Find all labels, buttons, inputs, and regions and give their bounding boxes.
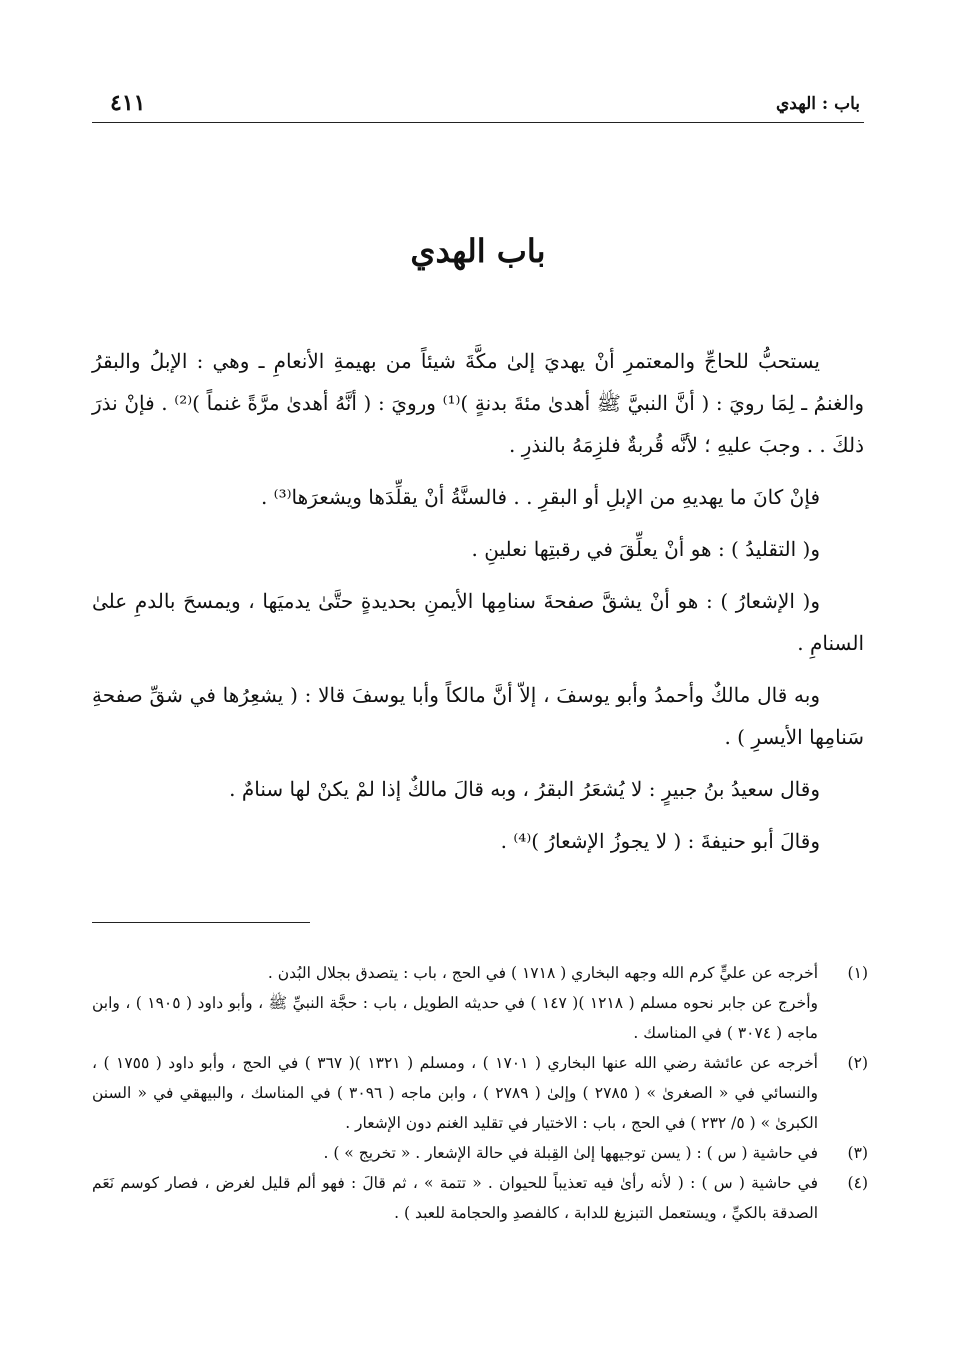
body-text <box>92 340 864 872</box>
paragraph: و( الإشعارُ ) : هو أنْ يشقَّ صفحةَ سنامِها الأيمنِ بحديدةٍ حتَّىٰ يدميَها ، ويمسحَ بالدمِ علىٰ السنامِ . <box>92 589 864 655</box>
page-number: ٤١١ <box>110 90 146 116</box>
footnote <box>92 1168 868 1228</box>
running-header <box>92 88 864 123</box>
footnote-number: (٣) <box>847 1144 868 1162</box>
footnote-text: في حاشية ( س ) : ( يسن توجيهها إلىٰ القِبلة في حالة الإشعار . « تخريج » ) . <box>323 1144 818 1162</box>
footnote <box>92 1048 868 1138</box>
footnote-number: (٢) <box>847 1054 868 1072</box>
paragraph: وبه قال مالكٌ وأحمدُ وأبو يوسفَ ، إلاّ أنَّ مالكاً وأبا يوسفَ قالا : ( يشعِرُها في شقِّ صفحةِ سَنامِها الأيسرِ ) . <box>92 683 864 749</box>
footnote-text: في حاشية ( س ) : ( لأنه رأىٰ فيه تعذيباً للحيوان . « تتمة » ، ثم قالَ : فهو ألم قليل لغرض ، فصار كوسم نَعَم الصدقة بالكيِّ ، ويستعمل التبزيغ للدابة ، كالفصدِ والحجامة للعبد ) . <box>92 1174 818 1222</box>
running-title: باب : الهدي <box>776 94 860 114</box>
paragraph: وقالَ أبو حنيفةَ : ( لا يجوزُ الإشعارُ )⁽⁴⁾ . <box>500 829 820 853</box>
paragraph: و( التقليدُ ) : هو أنْ يعلِّقَ في رقبتِها نعلينِ . <box>471 537 820 561</box>
footnote-text: وأخرج عن جابر نحوه مسلم ( ١٢١٨ )( ١٤٧ ) في حديثه الطويل ، باب : حجَّة النبيِّ ﷺ ، وأبو داود ( ١٩٠٥ ) ، وابن ماجه ( ٣٠٧٤ ) في المناسك . <box>92 994 818 1042</box>
footnote-text: أخرجه عن عليٍّ كرم الله وجهه البخاري ( ١٧١٨ ) في الحج ، باب : يتصدق بجلال البُدن . <box>267 964 818 982</box>
footnote-separator <box>92 922 310 923</box>
footnote-number: (١) <box>847 964 868 982</box>
footnote <box>92 958 868 1048</box>
chapter-title: باب الهدي <box>410 232 546 270</box>
paragraph: يستحبُّ للحاجِّ والمعتمرِ أنْ يهديَ إلىٰ مكَّةَ شيئاً من بهيمةِ الأنعامِ ـ وهي : الإبلُ والبقرُ والغنمُ ـ لِمَا رويَ : ( أنَّ النبيَّ ﷺ أهدىٰ مئةَ بدنةٍ )⁽¹⁾ ورويَ : ( أنَّهُ أهدىٰ مرَّةً غنماً )⁽²⁾ . فإنْ نذرَ ذلكَ . . وجبَ عليهِ ؛ لأنَّه قُربةٌ فلزِمَهُ بالنذرِ . <box>92 349 864 457</box>
footnote-number: (٤) <box>847 1174 868 1192</box>
footnote <box>92 1138 868 1168</box>
footnote-text: أخرجه عن عائشة رضي الله عنها البخاري ( ١٧٠١ ) ، ومسلم ( ١٣٢١ )( ٣٦٧ ) في الحج ، وأبو داود ( ١٧٥٥ ) ، والنسائي في « الصغرىٰ » ( ٢٧٨٥ ) وإلىٰ ( ٢٧٨٩ ) ، وابن ماجه ( ٣٠٩٦ ) في المناسك ، والبيهقي في « السنن الكبرىٰ » ( ٥/ ٢٣٢ ) في الحج ، باب : الاختيار في تقليد الغنم دون الإشعار . <box>92 1054 819 1132</box>
footnotes <box>92 958 868 1228</box>
paragraph: فإنْ كانَ ما يهديهِ من الإبلِ أو البقرِ . . فالسنَّةُ أنْ يقلِّدَها ويشعرَها⁽³⁾ . <box>260 485 820 509</box>
paragraph: وقال سعيدُ بنُ جبيرٍ : لا يُشعَرُ البقرُ ، وبه قالَ مالكٌ إذا لمْ يكنْ لها سنامٌ . <box>229 777 820 801</box>
